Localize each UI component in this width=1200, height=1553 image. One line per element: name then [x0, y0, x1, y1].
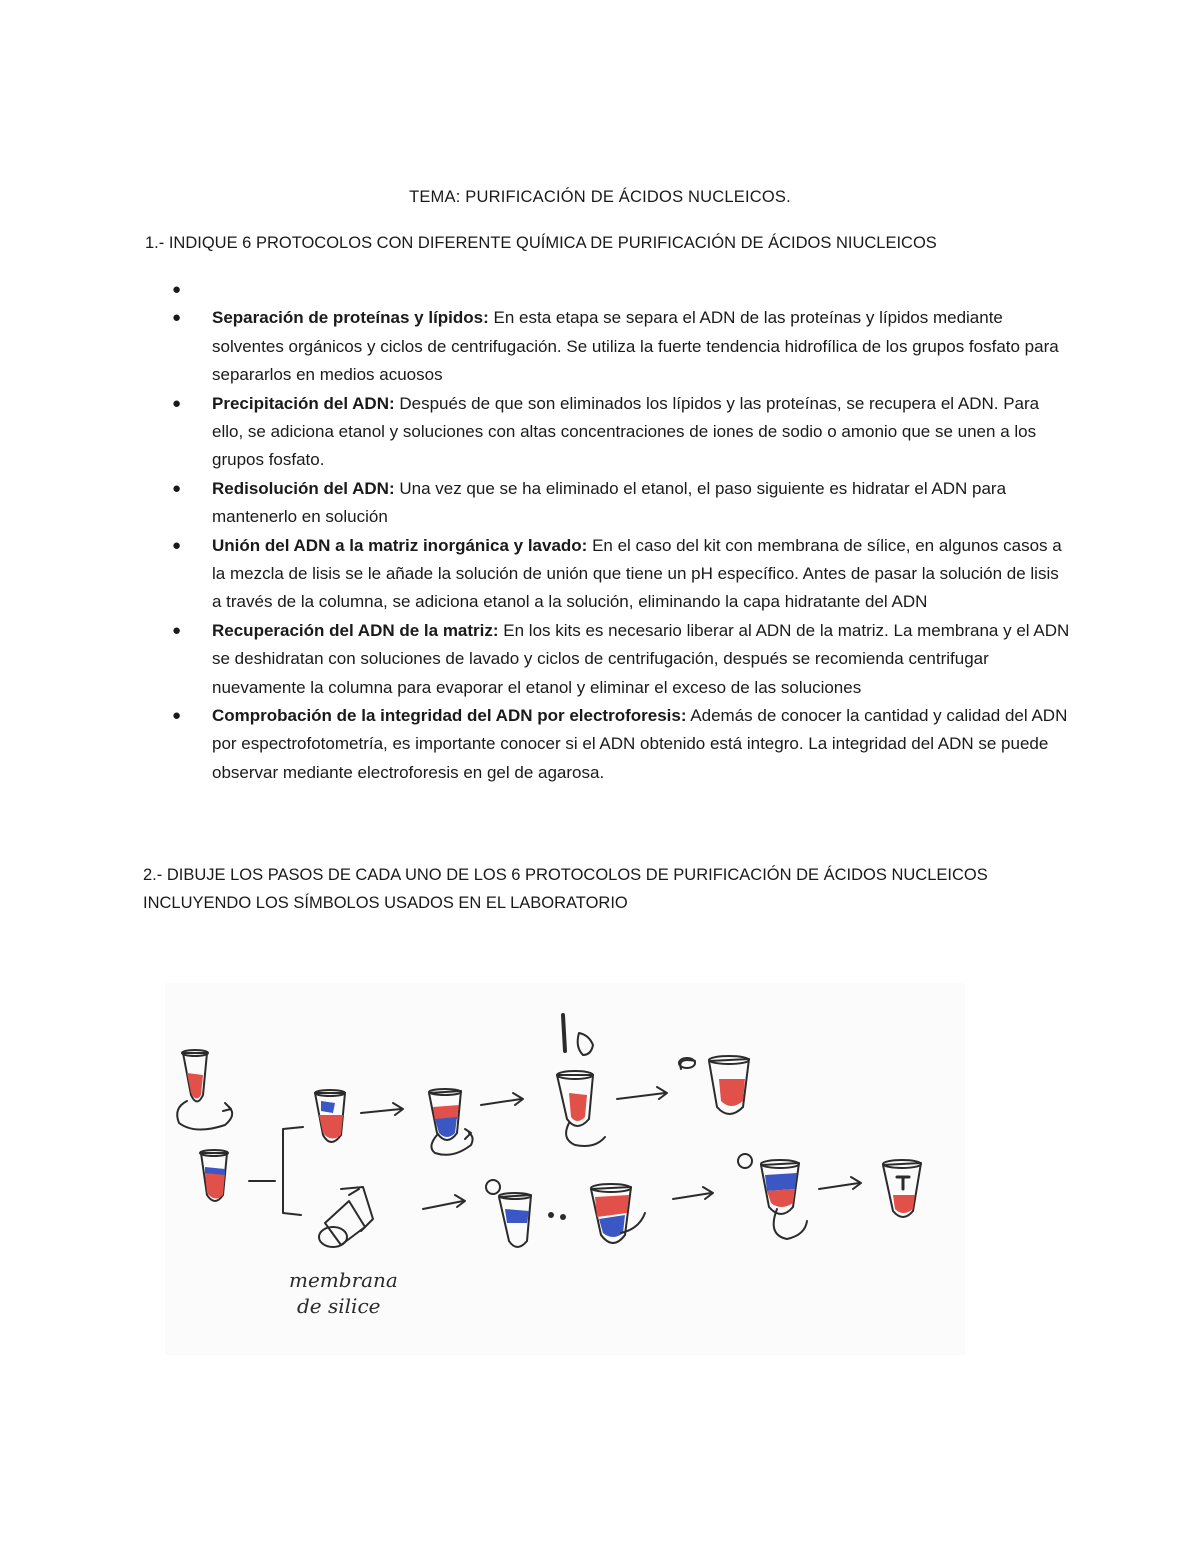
item-text: En esta etapa se separa el ADN de las proteínas y lípidos mediante solventes orgánicos y ciclos de centrifugación. Se utiliza la fuerte tendencia hidrofílica de los grupos fosfato para separarlos en medios acuosos: [212, 308, 1059, 385]
bullet-icon: ●: [172, 707, 182, 725]
branch-bracket: [283, 1127, 303, 1215]
answer-item: [172, 276, 1072, 304]
bullet-icon: ●: [172, 309, 182, 327]
tube-icon: [738, 1154, 807, 1239]
bullet-icon: ●: [172, 281, 182, 298]
item-text: Una vez que se ha eliminado el etanol, el paso siguiente es hidratar el ADN para mantenerlo en solución: [212, 478, 1007, 527]
item-label: Redisolución del ADN:: [212, 478, 395, 498]
tube-icon: [200, 1150, 275, 1201]
bullet-icon: ●: [172, 536, 182, 554]
arrow-icon: [361, 1109, 401, 1113]
item-label: Separación de proteínas y lípidos:: [212, 308, 489, 328]
tube-icon: [177, 1050, 232, 1130]
item-label: Comprobación de la integridad del ADN por electroforesis:: [212, 706, 687, 726]
item-label: Precipitación del ADN:: [212, 393, 395, 413]
handwritten-label-line-1: membrana: [289, 1268, 398, 1292]
answer-item: [172, 617, 1072, 702]
answer-item: [172, 475, 1072, 532]
arrow-icon: [617, 1093, 665, 1099]
item-text: Después de que son eliminados los lípidos y las proteínas, se recupera el ADN. Para ello, se adiciona etanol y soluciones con altas concentraciones de iones de sodio o amonio que se unen a los grupos fosfato.: [212, 393, 1040, 470]
tube-icon: [429, 1089, 473, 1155]
bullet-icon: ●: [172, 621, 182, 639]
protocol-sketch: [165, 983, 965, 1355]
tube-icon: [557, 1071, 605, 1146]
tube-icon: [883, 1160, 921, 1217]
item-text: En los kits es necesario liberar al ADN de la matriz. La membrana y el ADN se deshidratan con soluciones de lavado y ciclos de centrifugación, después se recomienda centrifugar nuevamente la columna para evaporar el etanol y eliminar el exceso de las soluciones: [212, 620, 1070, 697]
item-text: Además de conocer la cantidad y calidad del ADN por espectrofotometría, es importante conocer si el ADN obtenido está integro. La integridad del ADN se puede observar mediante electroforesis en gel de agarosa.: [212, 706, 1068, 782]
tube-icon: [486, 1180, 531, 1247]
item-label: Recuperación del ADN de la matriz:: [212, 620, 499, 640]
handwritten-label-line-2: de silice: [297, 1294, 381, 1318]
answer-item: [172, 532, 1072, 617]
bullet-icon: ●: [172, 479, 182, 497]
answer-item: [172, 390, 1072, 475]
question-2: 2.- DIBUJE LOS PASOS DE CADA UNO DE LOS 6 PROTOCOLOS DE PURIFICACIÓN DE ÁCIDOS NUCLEICOS INCLUYENDO LOS SÍMBOLOS USADOS EN EL LABORATORIO: [143, 866, 988, 912]
question-1: 1.- INDIQUE 6 PROTOCOLOS CON DIFERENTE QUÍMICA DE PURIFICACIÓN DE ÁCIDOS NIUCLEICOS: [145, 234, 937, 252]
tube-icon: [315, 1090, 345, 1142]
pipette-icon: [563, 1015, 593, 1055]
tube-icon: [591, 1184, 645, 1243]
answer-list: [172, 276, 1072, 787]
silica-column-icon: [319, 1187, 373, 1247]
item-text: En el caso del kit con membrana de sílice, en algunos casos a la mezcla de lisis se le añade la solución de unión que tiene un pH específico. Antes de pasar la solución de lisis a través de la columna, se adiciona etanol a la solución, eliminando la capa hidratante del ADN: [212, 535, 1062, 612]
bullet-icon: ●: [172, 394, 182, 412]
hand-drawn-protocol-diagram: [165, 983, 965, 1355]
page-title: TEMA: PURIFICACIÓN DE ÁCIDOS NUCLEICOS.: [409, 188, 791, 206]
tube-icon: [679, 1056, 749, 1114]
answer-item: [172, 702, 1072, 787]
answer-item: [172, 304, 1072, 389]
item-label: Unión del ADN a la matriz inorgánica y lavado:: [212, 535, 588, 555]
